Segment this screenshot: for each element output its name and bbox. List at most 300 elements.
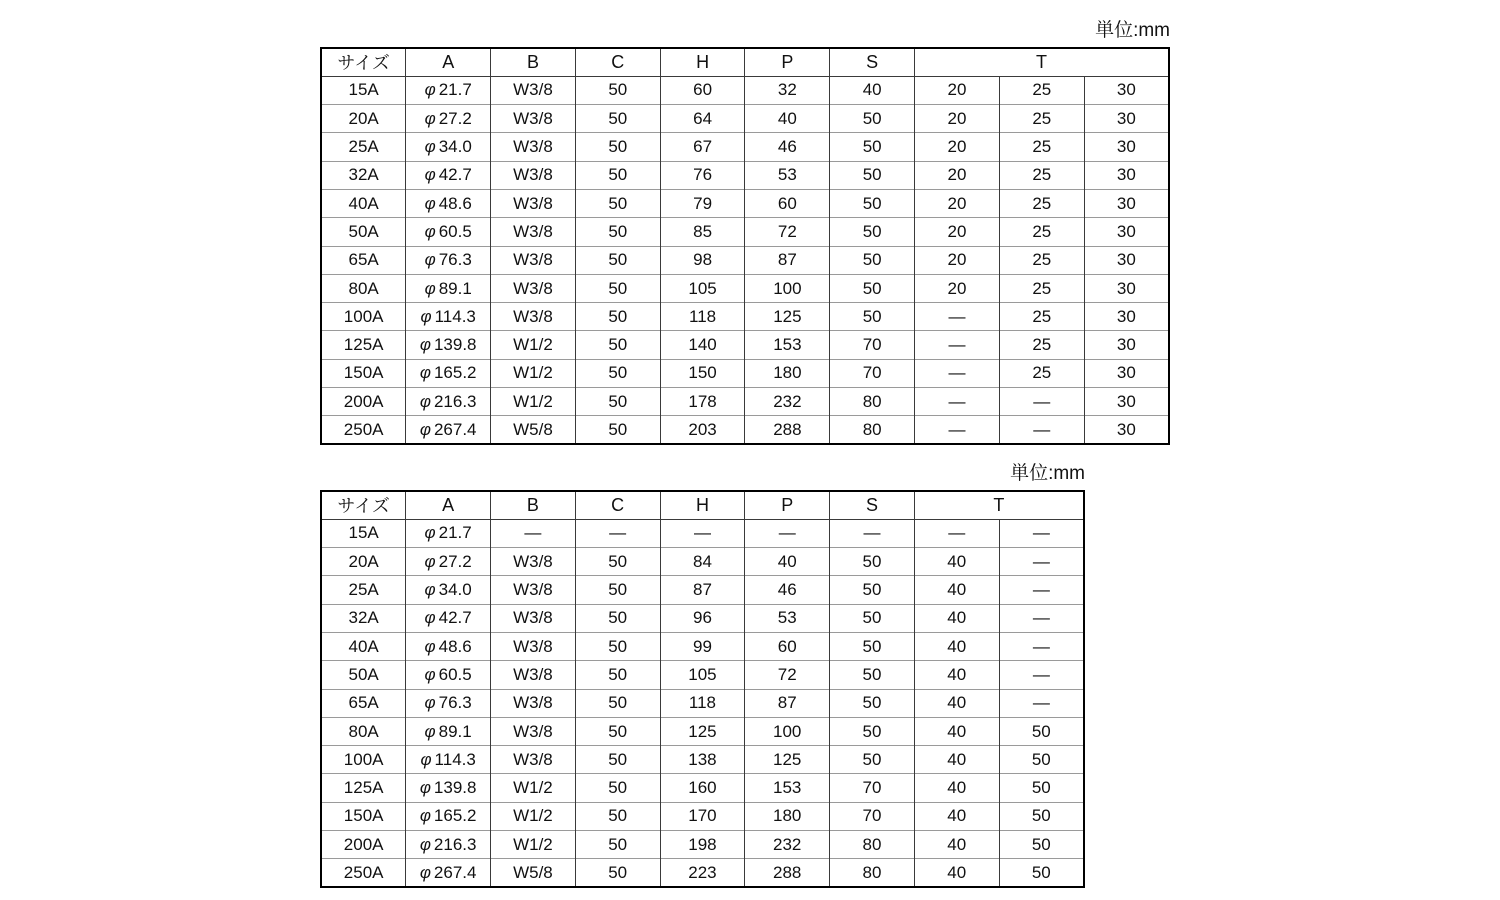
size-cell: 80A xyxy=(321,274,406,302)
size-cell: 200A xyxy=(321,388,406,416)
value-cell: — xyxy=(999,519,1084,547)
size-cell: 25A xyxy=(321,133,406,161)
value-cell: 87 xyxy=(745,689,830,717)
value-cell: 96 xyxy=(660,604,745,632)
column-header-c: C xyxy=(575,48,660,76)
value-cell: 30 xyxy=(1084,161,1169,189)
value-cell: 50 xyxy=(575,246,660,274)
value-cell: 50 xyxy=(575,133,660,161)
value-cell: 50 xyxy=(575,161,660,189)
value-cell: 50 xyxy=(830,661,915,689)
value-cell: W3/8 xyxy=(491,746,576,774)
value-cell: φ 114.3 xyxy=(406,746,491,774)
dimension-table-lower xyxy=(320,490,1085,888)
value-cell: 99 xyxy=(660,632,745,660)
column-header-b: B xyxy=(491,491,576,519)
size-cell: 20A xyxy=(321,105,406,133)
value-cell: 50 xyxy=(830,689,915,717)
value-cell: W1/2 xyxy=(491,331,576,359)
value-cell: 40 xyxy=(745,105,830,133)
value-cell: — xyxy=(745,519,830,547)
value-cell: 80 xyxy=(830,388,915,416)
value-cell: 160 xyxy=(660,774,745,802)
value-cell: 50 xyxy=(575,416,660,444)
value-cell: 50 xyxy=(830,576,915,604)
size-cell: 150A xyxy=(321,359,406,387)
value-cell: 30 xyxy=(1084,274,1169,302)
phi-symbol: φ xyxy=(424,664,436,684)
phi-symbol: φ xyxy=(424,636,436,656)
value-cell: φ 89.1 xyxy=(406,717,491,745)
column-header-b: B xyxy=(491,48,576,76)
value-cell: — xyxy=(575,519,660,547)
phi-symbol: φ xyxy=(424,608,436,628)
value-cell: — xyxy=(915,303,1000,331)
value-cell: — xyxy=(914,519,999,547)
value-cell: 20 xyxy=(915,246,1000,274)
table-header xyxy=(321,491,1084,519)
value-cell: 100 xyxy=(745,274,830,302)
phi-symbol: φ xyxy=(419,363,431,383)
value-cell: 50 xyxy=(999,746,1084,774)
column-header-s: S xyxy=(830,48,915,76)
value-cell: 50 xyxy=(830,274,915,302)
column-header-t: T xyxy=(915,48,1169,76)
value-cell: 25 xyxy=(999,105,1084,133)
table-row xyxy=(321,218,1169,246)
phi-symbol: φ xyxy=(424,693,436,713)
value-cell: φ 34.0 xyxy=(406,133,491,161)
value-cell: 125 xyxy=(745,303,830,331)
value-cell: W3/8 xyxy=(491,576,576,604)
value-cell: 30 xyxy=(1084,246,1169,274)
value-cell: 50 xyxy=(575,632,660,660)
column-header-h: H xyxy=(660,48,745,76)
value-cell: φ 60.5 xyxy=(406,218,491,246)
value-cell: W5/8 xyxy=(491,859,576,887)
column-header-c: C xyxy=(575,491,660,519)
value-cell: 70 xyxy=(830,331,915,359)
size-cell: 15A xyxy=(321,76,406,104)
value-cell: 30 xyxy=(1084,359,1169,387)
value-cell: 20 xyxy=(915,105,1000,133)
value-cell: 53 xyxy=(745,161,830,189)
value-cell: W3/8 xyxy=(491,661,576,689)
value-cell: — xyxy=(999,576,1084,604)
size-cell: 40A xyxy=(321,632,406,660)
value-cell: W3/8 xyxy=(491,189,576,217)
value-cell: 50 xyxy=(830,218,915,246)
upper-table-section xyxy=(320,20,1170,445)
value-cell: 105 xyxy=(660,274,745,302)
value-cell: 50 xyxy=(575,189,660,217)
value-cell: 118 xyxy=(660,303,745,331)
value-cell: 25 xyxy=(999,76,1084,104)
table-row xyxy=(321,246,1169,274)
value-cell: 72 xyxy=(745,218,830,246)
size-cell: 150A xyxy=(321,802,406,830)
value-cell: W3/8 xyxy=(491,604,576,632)
column-header-p: P xyxy=(745,491,830,519)
value-cell: 50 xyxy=(575,661,660,689)
phi-symbol: φ xyxy=(424,165,436,185)
table-row xyxy=(321,519,1084,547)
value-cell: — xyxy=(915,416,1000,444)
value-cell: 84 xyxy=(660,548,745,576)
value-cell: φ 139.8 xyxy=(406,774,491,802)
value-cell: 50 xyxy=(830,604,915,632)
table-row xyxy=(321,359,1169,387)
unit-label: 単位:mm xyxy=(1010,463,1085,484)
value-cell: 25 xyxy=(999,303,1084,331)
value-cell: 50 xyxy=(575,802,660,830)
phi-symbol: φ xyxy=(419,391,431,411)
value-cell: — xyxy=(999,416,1084,444)
value-cell: φ 216.3 xyxy=(406,388,491,416)
value-cell: 232 xyxy=(745,388,830,416)
phi-symbol: φ xyxy=(424,580,436,600)
value-cell: 125 xyxy=(660,717,745,745)
value-cell: W3/8 xyxy=(491,632,576,660)
value-cell: φ 114.3 xyxy=(406,303,491,331)
table-row xyxy=(321,802,1084,830)
value-cell: 30 xyxy=(1084,76,1169,104)
value-cell: 87 xyxy=(660,576,745,604)
value-cell: 72 xyxy=(745,661,830,689)
value-cell: 50 xyxy=(830,632,915,660)
value-cell: — xyxy=(491,519,576,547)
value-cell: W3/8 xyxy=(491,717,576,745)
size-cell: 65A xyxy=(321,689,406,717)
value-cell: — xyxy=(999,388,1084,416)
value-cell: 223 xyxy=(660,859,745,887)
value-cell: 40 xyxy=(914,548,999,576)
value-cell: 30 xyxy=(1084,133,1169,161)
phi-symbol: φ xyxy=(424,551,436,571)
value-cell: 40 xyxy=(914,746,999,774)
value-cell: W3/8 xyxy=(491,548,576,576)
table-row xyxy=(321,76,1169,104)
size-cell: 50A xyxy=(321,661,406,689)
value-cell: 118 xyxy=(660,689,745,717)
header-row xyxy=(321,48,1169,76)
value-cell: 180 xyxy=(745,359,830,387)
table-row xyxy=(321,161,1169,189)
size-cell: 20A xyxy=(321,548,406,576)
value-cell: 40 xyxy=(830,76,915,104)
table-row xyxy=(321,331,1169,359)
value-cell: 198 xyxy=(660,831,745,859)
value-cell: 30 xyxy=(1084,218,1169,246)
lower-table-section xyxy=(320,463,1085,888)
value-cell: φ 267.4 xyxy=(406,859,491,887)
value-cell: 25 xyxy=(999,359,1084,387)
table-row xyxy=(321,576,1084,604)
value-cell: 50 xyxy=(830,746,915,774)
table-row xyxy=(321,831,1084,859)
value-cell: 178 xyxy=(660,388,745,416)
value-cell: φ 139.8 xyxy=(406,331,491,359)
value-cell: 20 xyxy=(915,76,1000,104)
phi-symbol: φ xyxy=(424,80,436,100)
value-cell: 25 xyxy=(999,218,1084,246)
value-cell: 46 xyxy=(745,133,830,161)
value-cell: 70 xyxy=(830,802,915,830)
value-cell: — xyxy=(830,519,915,547)
value-cell: 30 xyxy=(1084,331,1169,359)
phi-symbol: φ xyxy=(424,221,436,241)
value-cell: 67 xyxy=(660,133,745,161)
phi-symbol: φ xyxy=(424,137,436,157)
value-cell: 50 xyxy=(999,802,1084,830)
value-cell: 288 xyxy=(745,416,830,444)
value-cell: φ 42.7 xyxy=(406,161,491,189)
value-cell: 50 xyxy=(575,274,660,302)
size-cell: 15A xyxy=(321,519,406,547)
phi-symbol: φ xyxy=(424,721,436,741)
table-row xyxy=(321,661,1084,689)
value-cell: 40 xyxy=(914,774,999,802)
value-cell: 40 xyxy=(914,632,999,660)
phi-symbol: φ xyxy=(420,306,432,326)
value-cell: W3/8 xyxy=(491,246,576,274)
value-cell: 150 xyxy=(660,359,745,387)
value-cell: W1/2 xyxy=(491,388,576,416)
value-cell: — xyxy=(999,604,1084,632)
value-cell: 20 xyxy=(915,274,1000,302)
value-cell: φ 48.6 xyxy=(406,189,491,217)
value-cell: 50 xyxy=(830,303,915,331)
value-cell: 25 xyxy=(999,331,1084,359)
value-cell: 50 xyxy=(575,689,660,717)
value-cell: 40 xyxy=(914,661,999,689)
value-cell: 50 xyxy=(575,717,660,745)
size-cell: 32A xyxy=(321,604,406,632)
value-cell: φ 267.4 xyxy=(406,416,491,444)
value-cell: 40 xyxy=(914,689,999,717)
table-row xyxy=(321,746,1084,774)
value-cell: 50 xyxy=(575,604,660,632)
value-cell: 50 xyxy=(830,246,915,274)
value-cell: 50 xyxy=(575,859,660,887)
value-cell: W3/8 xyxy=(491,133,576,161)
value-cell: φ 42.7 xyxy=(406,604,491,632)
size-cell: 65A xyxy=(321,246,406,274)
value-cell: 100 xyxy=(745,717,830,745)
value-cell: 50 xyxy=(830,133,915,161)
value-cell: W1/2 xyxy=(491,774,576,802)
value-cell: 70 xyxy=(830,774,915,802)
value-cell: 60 xyxy=(660,76,745,104)
value-cell: 20 xyxy=(915,218,1000,246)
value-cell: 80 xyxy=(830,416,915,444)
value-cell: 40 xyxy=(914,802,999,830)
size-cell: 250A xyxy=(321,416,406,444)
value-cell: 30 xyxy=(1084,189,1169,217)
table-row xyxy=(321,689,1084,717)
value-cell: 50 xyxy=(999,859,1084,887)
phi-symbol: φ xyxy=(419,862,431,882)
value-cell: W1/2 xyxy=(491,359,576,387)
value-cell: 40 xyxy=(914,831,999,859)
column-header-s: S xyxy=(830,491,915,519)
value-cell: φ 89.1 xyxy=(406,274,491,302)
value-cell: 40 xyxy=(914,859,999,887)
value-cell: 40 xyxy=(745,548,830,576)
value-cell: 40 xyxy=(914,576,999,604)
value-cell: W3/8 xyxy=(491,105,576,133)
value-cell: φ 76.3 xyxy=(406,689,491,717)
value-cell: 20 xyxy=(915,161,1000,189)
table-row xyxy=(321,717,1084,745)
value-cell: φ 21.7 xyxy=(406,519,491,547)
table-row xyxy=(321,189,1169,217)
table-row xyxy=(321,133,1169,161)
value-cell: 50 xyxy=(830,105,915,133)
value-cell: — xyxy=(999,632,1084,660)
value-cell: 50 xyxy=(830,548,915,576)
value-cell: — xyxy=(999,661,1084,689)
value-cell: φ 27.2 xyxy=(406,548,491,576)
value-cell: 50 xyxy=(575,831,660,859)
column-header-size: サイズ xyxy=(321,48,406,76)
value-cell: 76 xyxy=(660,161,745,189)
value-cell: 170 xyxy=(660,802,745,830)
value-cell: 50 xyxy=(999,831,1084,859)
dimension-table-upper xyxy=(320,47,1170,445)
value-cell: 50 xyxy=(575,359,660,387)
value-cell: W3/8 xyxy=(491,161,576,189)
size-cell: 100A xyxy=(321,303,406,331)
value-cell: 232 xyxy=(745,831,830,859)
value-cell: 30 xyxy=(1084,416,1169,444)
value-cell: 64 xyxy=(660,105,745,133)
value-cell: 138 xyxy=(660,746,745,774)
value-cell: 50 xyxy=(575,105,660,133)
value-cell: 105 xyxy=(660,661,745,689)
column-header-a: A xyxy=(406,48,491,76)
size-cell: 80A xyxy=(321,717,406,745)
value-cell: 60 xyxy=(745,189,830,217)
value-cell: 80 xyxy=(830,831,915,859)
column-header-a: A xyxy=(406,491,491,519)
table-body xyxy=(321,76,1169,444)
value-cell: φ 34.0 xyxy=(406,576,491,604)
value-cell: 85 xyxy=(660,218,745,246)
size-cell: 250A xyxy=(321,859,406,887)
value-cell: 40 xyxy=(914,604,999,632)
value-cell: φ 27.2 xyxy=(406,105,491,133)
value-cell: — xyxy=(999,689,1084,717)
value-cell: 46 xyxy=(745,576,830,604)
value-cell: 50 xyxy=(999,717,1084,745)
value-cell: 50 xyxy=(575,331,660,359)
value-cell: 30 xyxy=(1084,388,1169,416)
value-cell: 87 xyxy=(745,246,830,274)
value-cell: φ 165.2 xyxy=(406,802,491,830)
value-cell: — xyxy=(660,519,745,547)
value-cell: 20 xyxy=(915,133,1000,161)
value-cell: 53 xyxy=(745,604,830,632)
value-cell: 30 xyxy=(1084,303,1169,331)
value-cell: 25 xyxy=(999,274,1084,302)
size-cell: 25A xyxy=(321,576,406,604)
value-cell: 50 xyxy=(830,189,915,217)
value-cell: 50 xyxy=(575,774,660,802)
table-row xyxy=(321,859,1084,887)
phi-symbol: φ xyxy=(419,834,431,854)
value-cell: — xyxy=(915,359,1000,387)
table-row xyxy=(321,274,1169,302)
value-cell: 50 xyxy=(575,76,660,104)
value-cell: 288 xyxy=(745,859,830,887)
value-cell: 25 xyxy=(999,189,1084,217)
table-body xyxy=(321,519,1084,887)
phi-symbol: φ xyxy=(424,278,436,298)
value-cell: 25 xyxy=(999,161,1084,189)
value-cell: 32 xyxy=(745,76,830,104)
value-cell: 79 xyxy=(660,189,745,217)
value-cell: φ 76.3 xyxy=(406,246,491,274)
value-cell: W1/2 xyxy=(491,802,576,830)
value-cell: 20 xyxy=(915,189,1000,217)
value-cell: 153 xyxy=(745,331,830,359)
size-cell: 125A xyxy=(321,774,406,802)
phi-symbol: φ xyxy=(419,419,431,439)
column-header-size: サイズ xyxy=(321,491,406,519)
value-cell: φ 48.6 xyxy=(406,632,491,660)
value-cell: W1/2 xyxy=(491,831,576,859)
value-cell: φ 21.7 xyxy=(406,76,491,104)
phi-symbol: φ xyxy=(424,250,436,270)
size-cell: 50A xyxy=(321,218,406,246)
phi-symbol: φ xyxy=(424,523,436,543)
value-cell: 70 xyxy=(830,359,915,387)
value-cell: W3/8 xyxy=(491,76,576,104)
table-row xyxy=(321,548,1084,576)
value-cell: 203 xyxy=(660,416,745,444)
value-cell: 25 xyxy=(999,133,1084,161)
table-row xyxy=(321,416,1169,444)
column-header-p: P xyxy=(745,48,830,76)
value-cell: 50 xyxy=(575,576,660,604)
value-cell: 153 xyxy=(745,774,830,802)
phi-symbol: φ xyxy=(424,108,436,128)
value-cell: 140 xyxy=(660,331,745,359)
value-cell: 50 xyxy=(830,161,915,189)
value-cell: 50 xyxy=(575,746,660,774)
value-cell: W5/8 xyxy=(491,416,576,444)
column-header-h: H xyxy=(660,491,745,519)
value-cell: 25 xyxy=(999,246,1084,274)
size-cell: 125A xyxy=(321,331,406,359)
value-cell: 180 xyxy=(745,802,830,830)
value-cell: φ 60.5 xyxy=(406,661,491,689)
value-cell: φ 216.3 xyxy=(406,831,491,859)
table-row xyxy=(321,105,1169,133)
value-cell: W3/8 xyxy=(491,303,576,331)
value-cell: W3/8 xyxy=(491,218,576,246)
phi-symbol: φ xyxy=(419,806,431,826)
value-cell: 80 xyxy=(830,859,915,887)
unit-label: 単位:mm xyxy=(1095,20,1170,41)
value-cell: — xyxy=(915,331,1000,359)
value-cell: 50 xyxy=(999,774,1084,802)
value-cell: 40 xyxy=(914,717,999,745)
value-cell: W3/8 xyxy=(491,689,576,717)
value-cell: 125 xyxy=(745,746,830,774)
column-header-t: T xyxy=(914,491,1084,519)
